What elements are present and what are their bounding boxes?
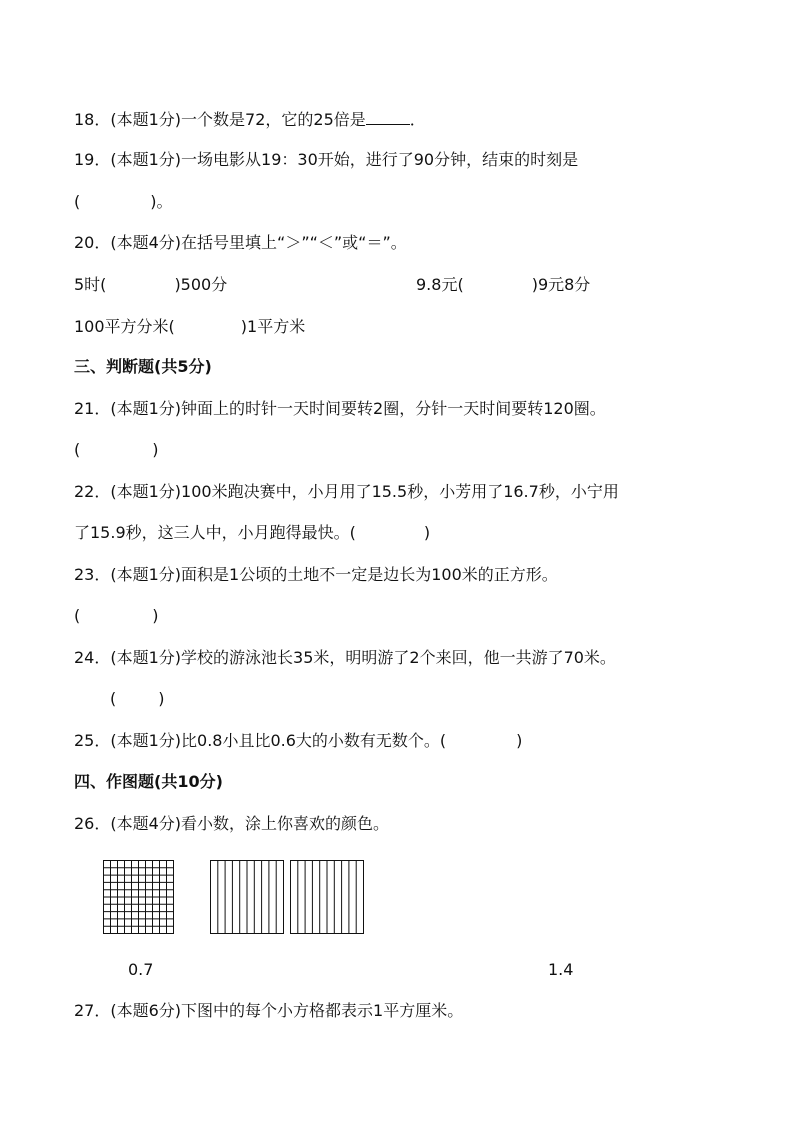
paren-close: )。 xyxy=(150,192,173,211)
grid-label-0-7: 0.7 xyxy=(128,960,154,979)
paren-close: ) xyxy=(152,440,159,459)
question-18-text: 18．(本题1分)一个数是72，它的25倍是 xyxy=(74,110,366,129)
paren-close: ) xyxy=(516,731,523,750)
question-26-title: 26．(本题4分)看小数，涂上你喜欢的颜色。 xyxy=(74,814,390,833)
question-23-answer[interactable] xyxy=(74,606,159,626)
compare-left: 100平方分米( xyxy=(74,317,175,336)
compare-item-3[interactable] xyxy=(74,317,305,337)
grid-label-1-4: 1.4 xyxy=(548,960,574,979)
paren-open: ( xyxy=(110,689,117,708)
section-4-title: 四、作图题(共10分) xyxy=(74,772,223,791)
compare-right: )9元8分 xyxy=(531,275,591,294)
question-25[interactable] xyxy=(74,731,522,751)
question-25-text: 25．(本题1分)比0.8小且比0.6大的小数有无数个。( xyxy=(74,731,447,750)
hundred-grid-square[interactable] xyxy=(103,860,175,935)
question-22-text: 了15.9秒，这三人中，小月跑得最快。( xyxy=(74,523,356,542)
question-22-line2[interactable] xyxy=(74,523,430,543)
question-21-answer[interactable] xyxy=(74,440,159,460)
question-19: 19．(本题1分)一场电影从19：30开始，进行了90分钟，结束的时刻是 xyxy=(74,150,579,169)
compare-left: 5时( xyxy=(74,275,107,294)
compare-left: 9.8元( xyxy=(416,275,464,294)
paren-open: ( xyxy=(74,192,81,211)
paren-open: ( xyxy=(74,606,81,625)
tenths-strip-square-1[interactable] xyxy=(210,860,285,935)
answer-blank[interactable] xyxy=(366,110,410,125)
tenths-strip-square-2[interactable] xyxy=(290,860,365,935)
question-27-title: 27．(本题6分)下图中的每个小方格都表示1平方厘米。 xyxy=(74,1001,464,1020)
question-18-tail: ． xyxy=(409,110,426,129)
compare-item-1[interactable] xyxy=(74,275,227,295)
compare-item-2[interactable] xyxy=(416,275,590,295)
paren-open: ( xyxy=(74,440,81,459)
question-18 xyxy=(74,110,426,130)
paren-close: ) xyxy=(152,606,159,625)
compare-right: )1平方米 xyxy=(240,317,306,336)
section-3-title: 三、判断题(共5分) xyxy=(74,357,212,376)
question-24: 24．(本题1分)学校的游泳池长35米，明明游了2个来回，他一共游了70米。 xyxy=(74,648,616,667)
compare-right: )500分 xyxy=(174,275,228,294)
question-21: 21．(本题1分)钟面上的时针一天时间要转2圈，分针一天时间要转120圈。 xyxy=(74,399,606,418)
question-19-answer[interactable] xyxy=(74,192,173,212)
question-20-title: 20．(本题4分)在括号里填上“＞”“＜”或“＝”。 xyxy=(74,233,407,252)
paren-close: ) xyxy=(423,523,431,542)
question-23: 23．(本题1分)面积是1公顷的土地不一定是边长为100米的正方形。 xyxy=(74,565,558,584)
question-22: 22．(本题1分)100米跑决赛中，小月用了15.5秒，小芳用了16.7秒，小宁用 xyxy=(74,482,619,501)
paren-close: ) xyxy=(158,689,165,708)
question-24-answer[interactable] xyxy=(110,689,165,709)
